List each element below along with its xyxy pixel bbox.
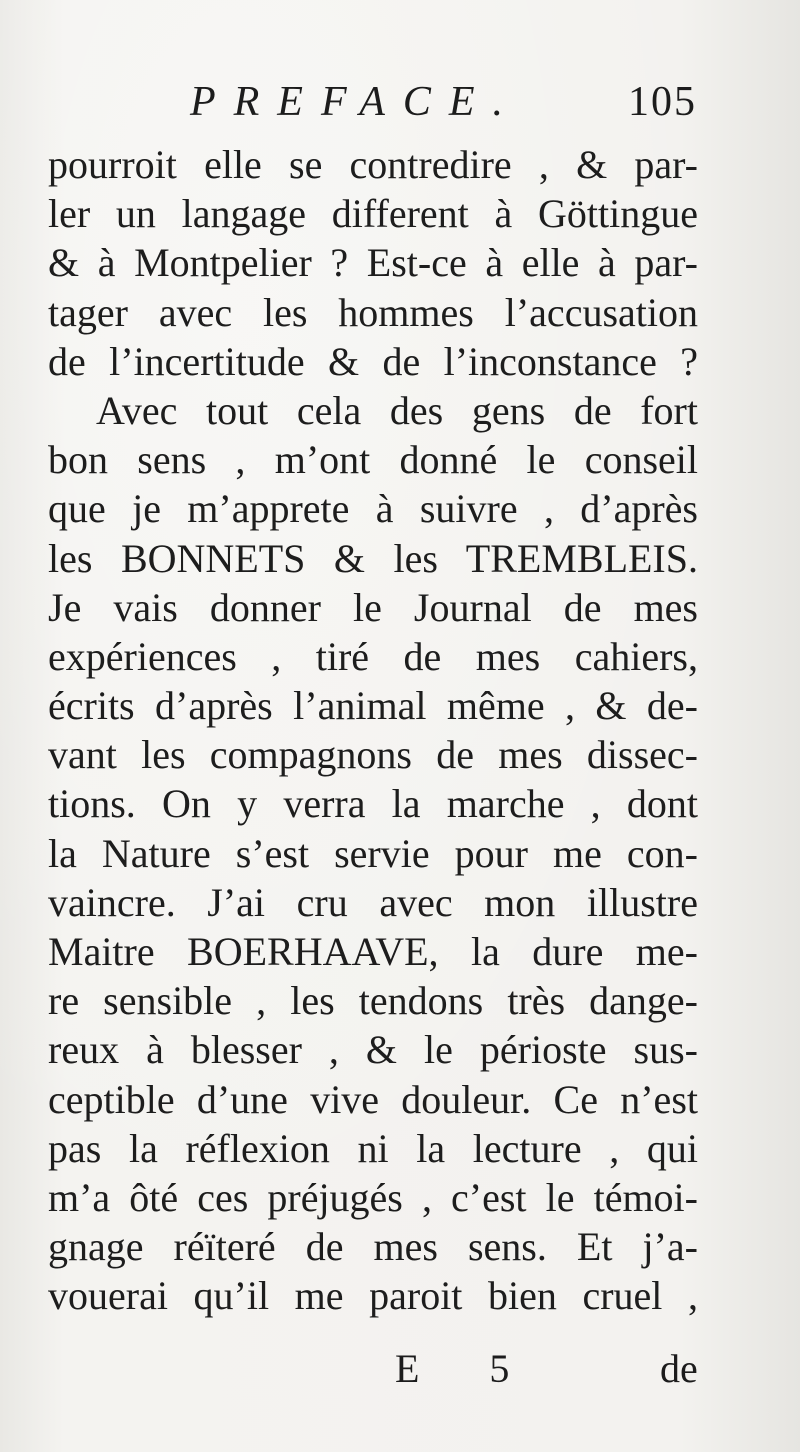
text-line: écrits d’après l’animal même , & de- [48, 683, 698, 729]
text-line: la Nature s’est servie pour me con- [48, 830, 698, 876]
text-line: vaincre. J’ai cru avec mon illustre [48, 879, 698, 925]
text-line: re sensible , les tendons très dange- [48, 978, 698, 1024]
text-line: Maitre BOERHAAVE, la dure me- [48, 929, 698, 974]
text-line: vouerai qu’il me paroit bien cruel , [48, 1273, 698, 1319]
body-text [48, 140, 698, 1321]
text-line: pourroit elle se contredire , & par- [48, 142, 698, 187]
running-header [0, 78, 800, 128]
text-line: bon sens , m’ont donné le conseil [48, 437, 698, 483]
signature-mark: E 5 [395, 1346, 540, 1391]
text-line: de l’incertitude & de l’inconstance ? [48, 338, 698, 384]
text-line: & à Montpelier ? Est-ce à elle à par- [48, 240, 698, 286]
text-line: m’a ôté ces préjugés , c’est le témoi- [48, 1174, 698, 1220]
text-line: Je vais donner le Journal de mes [48, 584, 698, 630]
text-line: tions. On y verra la marche , dont [48, 781, 698, 827]
catchword: de [660, 1346, 698, 1391]
text-line: vant les compagnons de mes dissec- [48, 732, 698, 778]
text-line: tager avec les hommes l’accusation [48, 289, 698, 335]
page-number: 105 [628, 79, 697, 125]
text-line: ler un langage different à Göttingue [48, 191, 698, 237]
text-line: gnage réïteré de mes sens. Et j’a- [48, 1224, 698, 1270]
text-line: expériences , tiré de mes cahiers, [48, 633, 698, 679]
text-line: reux à blesser , & le périoste sus- [48, 1027, 698, 1073]
text-line: que je m’apprete à suivre , d’après [48, 486, 698, 532]
text-line: les BONNETS & les TREMBLEIS. [48, 535, 698, 581]
page-footer [0, 1345, 800, 1405]
running-title: PREFACE. [190, 79, 522, 125]
text-line: Avec tout cela des gens de fort [96, 387, 698, 433]
text-line: ceptible d’une vive douleur. Ce n’est [48, 1076, 698, 1122]
text-line: pas la réflexion ni la lecture , qui [48, 1125, 698, 1171]
